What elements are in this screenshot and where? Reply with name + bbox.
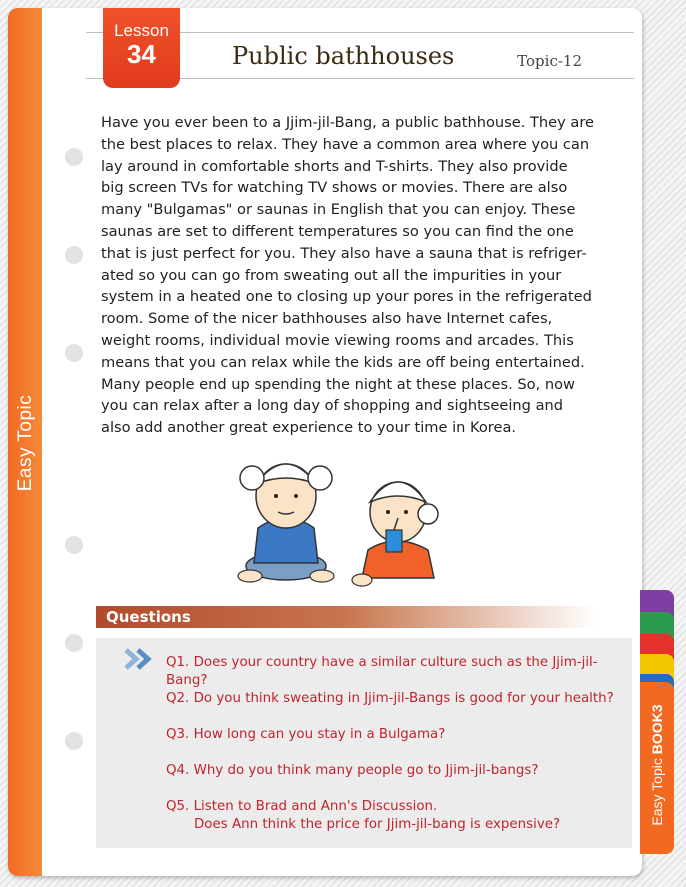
question-4: Q4. Why do you think many people go to Jjim-jil-bangs? [166,763,539,778]
book-tab-prefix: Easy Topic [649,754,665,826]
binder-hole [65,732,83,750]
binder-hole [65,536,83,554]
reading-passage: Have you ever been to a Jjim-jil-Bang, a public bathhouse. They are the best places to relax. They have a common area where you can lay around in comfortable shorts and T-shirts. They also provide big screen TVs for watching TV shows or movies. There are also many "Bulgamas" or saunas in English that you can enjoy. These saunas are set to different temperatures so you can find the one that is just perfect for you. They also have a sauna that is refriger- ated so you can go from sweating out all the impurities in your system in a heated one to closing up your pores in the refrigerated room. Some of the nicer bathhouses also have Internet cafes, weight rooms, individual movie viewing rooms and arcades. This means that you can relax while the kids are off being entertained. Many people end up spending the night at these places. So, now you can relax after a long day of shopping and sightseeing and also add another great experience to your time in Korea. [101,114,595,437]
question-3: Q3. How long can you stay in a Bulgama? [166,727,446,742]
page [8,8,642,876]
lesson-badge [103,8,180,88]
book-tab[interactable] [640,682,674,854]
question-5 [166,798,560,834]
bathhouse-kids-illustration [228,438,468,598]
binder-hole [65,148,83,166]
questions-box [96,638,632,848]
lesson-label: Lesson [114,21,169,40]
book-tab-book: BOOK3 [649,704,665,755]
side-strip [8,8,42,876]
page-title: Public bathhouses [232,42,455,70]
question-2: Q2. Do you think sweating in Jjim-jil-Bangs is good for your health? [166,691,614,706]
topic-label: Topic-12 [517,52,582,70]
side-label: Easy Topic [15,394,36,492]
chevron-right-icon [124,648,158,670]
binder-hole [65,344,83,362]
binder-hole [65,634,83,652]
lesson-number: 34 [127,39,156,69]
questions-heading: Questions [106,608,191,626]
book-tab-label [644,682,670,848]
boy-figure [238,464,334,582]
binder-hole [65,246,83,264]
girl-figure [352,482,438,586]
questions-heading-bar [96,606,596,628]
question-5-line-1: Q5. Listen to Brad and Ann's Discussion. [166,799,438,814]
question-5-line-2: Does Ann think the price for Jjim-jil-bang is expensive? [194,817,561,832]
question-1: Q1. Does your country have a similar culture such as the Jjim-jil-Bang? [166,655,598,688]
